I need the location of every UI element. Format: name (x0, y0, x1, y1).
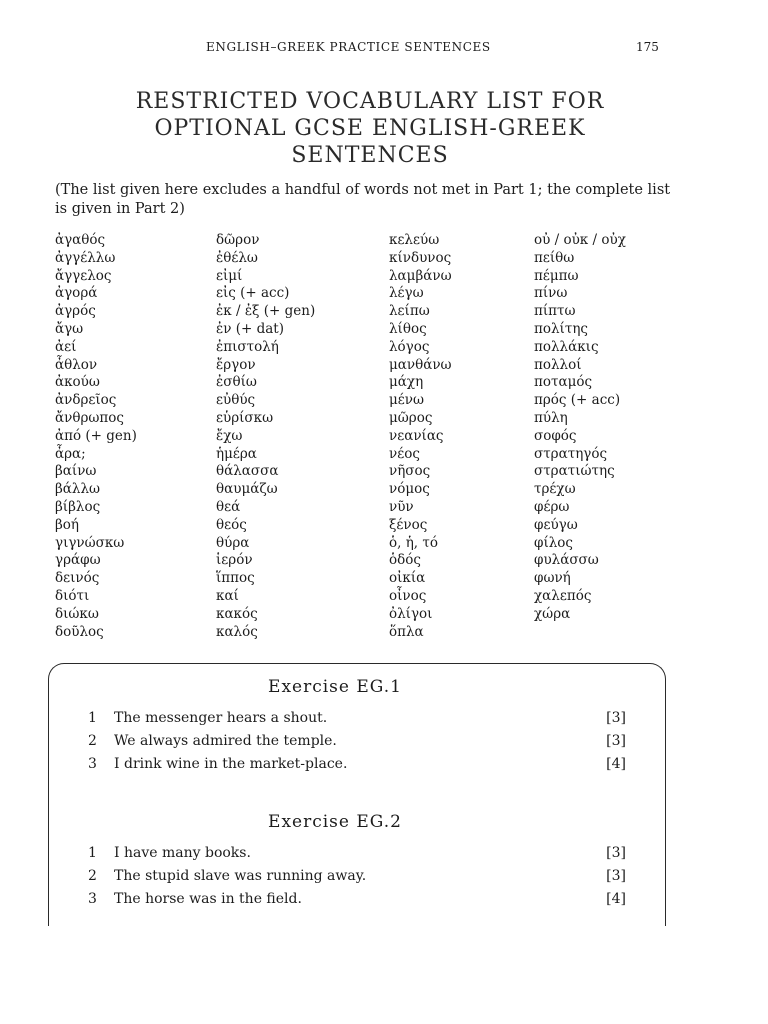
vocab-word: κίνδυνος (389, 249, 452, 266)
vocab-word: φυλάσσω (534, 552, 599, 569)
vocab-word: καί (216, 587, 239, 604)
vocab-word: ἄγγελος (55, 267, 112, 284)
exercise-item (82, 889, 626, 909)
item-number: 2 (88, 868, 97, 884)
vocab-word: ἆρα; (55, 445, 86, 462)
vocab-word: κελεύω (389, 232, 440, 248)
item-number: 1 (88, 845, 97, 861)
vocab-word: νῦν (389, 498, 414, 515)
vocab-word: βαίνω (55, 463, 97, 480)
vocab-word: δεινός (55, 570, 100, 587)
vocab-word: νόμος (389, 481, 430, 498)
vocab-word: νεανίας (389, 427, 444, 444)
vocab-word: διώκω (55, 605, 99, 622)
vocab-word: ἀγαθός (55, 232, 106, 248)
vocab-word: σοφός (534, 427, 577, 444)
vocab-word: γιγνώσκω (55, 534, 125, 551)
exercise-heading: Exercise EG.1 (268, 677, 402, 697)
vocab-word: οἰκία (389, 570, 426, 587)
vocab-word: φέρω (534, 498, 570, 515)
vocab-word: φίλος (534, 534, 573, 551)
item-sentence: The horse was in the field. (114, 891, 302, 907)
vocab-word: μῶρος (389, 409, 433, 426)
item-number: 2 (88, 733, 97, 749)
item-sentence: We always admired the temple. (114, 733, 337, 749)
vocab-word: διότι (55, 587, 90, 604)
vocab-word: πίνω (534, 285, 568, 302)
item-marks: [3] (606, 868, 626, 884)
vocab-word: θαυμάζω (216, 481, 278, 498)
vocab-word: ἆθλον (55, 356, 98, 373)
vocab-word: καλός (216, 623, 258, 640)
vocab-word: βοή (55, 516, 80, 533)
vocab-word: ἀνδρεῖος (55, 392, 117, 409)
vocab-word: θεός (216, 516, 247, 533)
vocab-word: ἐσθίω (216, 374, 257, 391)
running-head: ENGLISH–GREEK PRACTICE SENTENCES (206, 40, 491, 54)
item-sentence: I drink wine in the market-place. (114, 756, 348, 772)
vocab-word: ἔχω (216, 427, 243, 444)
vocab-word: πίπτω (534, 303, 576, 320)
item-sentence: I have many books. (114, 845, 251, 861)
exercise-item (82, 843, 626, 863)
vocab-word: χώρα (534, 605, 571, 622)
vocab-word: δῶρον (216, 232, 260, 248)
vocab-word: πρός (+ acc) (534, 392, 621, 409)
exercise-item (82, 754, 626, 774)
vocab-word: ὁ, ἡ, τό (389, 534, 438, 551)
vocab-word: τρέχω (534, 481, 576, 498)
vocab-word: λόγος (389, 338, 430, 355)
vocab-word: ὅπλα (389, 623, 424, 640)
vocab-word: στρατηγός (534, 445, 608, 462)
vocab-word: εὐθύς (216, 392, 256, 409)
item-sentence: The messenger hears a shout. (114, 710, 328, 726)
vocab-word: ἱερόν (216, 552, 253, 569)
vocab-word: λείπω (389, 303, 430, 320)
vocab-word: οὐ / οὐκ / οὐχ (534, 232, 626, 248)
item-marks: [3] (606, 733, 626, 749)
vocab-word: φεύγω (534, 516, 578, 533)
vocab-word: πολλοί (534, 356, 582, 373)
exercise-item (82, 731, 626, 751)
title-line-3: SENTENCES (291, 143, 449, 168)
vocab-column-4 (534, 232, 626, 624)
vocab-word: ἀγορά (55, 285, 98, 302)
vocab-word: ἵππος (216, 570, 255, 587)
vocab-word: ἐπιστολή (216, 338, 279, 355)
vocab-word: ἀγρός (55, 303, 96, 320)
vocab-word: πείθω (534, 249, 575, 266)
vocab-word: βίβλος (55, 498, 101, 515)
item-number: 3 (88, 891, 97, 907)
vocab-word: πύλη (534, 409, 568, 426)
vocab-word: ξένος (389, 516, 428, 533)
vocab-word: κακός (216, 605, 258, 622)
vocab-word: θάλασσα (216, 463, 279, 480)
vocab-word: ἀεί (55, 338, 77, 355)
vocab-word: ἄνθρωπος (55, 409, 124, 426)
exercise-item (82, 708, 626, 728)
item-marks: [4] (606, 891, 626, 907)
vocab-word: νέος (389, 445, 420, 462)
vocab-word: ἔργον (216, 356, 256, 373)
vocab-column-1 (55, 232, 137, 641)
vocab-word: νῆσος (389, 463, 431, 480)
vocab-word: ἀγγέλλω (55, 249, 116, 266)
item-marks: [3] (606, 845, 626, 861)
vocab-word: δοῦλος (55, 623, 104, 640)
exercise-heading: Exercise EG.2 (268, 812, 402, 832)
page-number: 175 (636, 40, 659, 54)
vocab-word: ὁδός (389, 552, 421, 569)
vocab-word: μένω (389, 392, 424, 409)
exercise-item (82, 866, 626, 886)
page-title (90, 88, 650, 169)
vocab-word: φωνή (534, 570, 571, 587)
vocab-word: ἐκ / ἐξ (+ gen) (216, 303, 316, 320)
item-number: 1 (88, 710, 97, 726)
vocab-word: ἡμέρα (216, 445, 257, 462)
vocab-column-3 (389, 232, 452, 641)
intro-note: (The list given here excludes a handful of words not met in Part 1; the complete list is given in Part 2) (55, 182, 671, 217)
vocab-word: θύρα (216, 534, 250, 551)
vocab-word: πολίτης (534, 320, 588, 337)
item-marks: [4] (606, 756, 626, 772)
vocab-word: πολλάκις (534, 338, 599, 355)
vocab-word: εὑρίσκω (216, 409, 274, 426)
vocab-word: ἐθέλω (216, 249, 258, 266)
vocabulary-list (55, 232, 675, 642)
exercise-box (48, 663, 666, 926)
vocab-word: ποταμός (534, 374, 593, 391)
vocab-word: χαλεπός (534, 587, 592, 604)
vocab-word: μανθάνω (389, 356, 452, 373)
vocab-word: πέμπω (534, 267, 579, 284)
item-marks: [3] (606, 710, 626, 726)
item-number: 3 (88, 756, 97, 772)
title-line-1: RESTRICTED VOCABULARY LIST FOR (135, 89, 605, 114)
vocab-word: εἰς (+ acc) (216, 285, 290, 302)
vocab-word: ἀπό (+ gen) (55, 427, 137, 444)
vocab-column-2 (216, 232, 315, 641)
vocab-word: γράφω (55, 552, 101, 569)
vocab-word: ἀκούω (55, 374, 100, 391)
vocab-word: στρατιώτης (534, 463, 615, 480)
vocab-word: λαμβάνω (389, 267, 452, 284)
vocab-word: βάλλω (55, 481, 101, 498)
vocab-word: θεά (216, 498, 241, 515)
vocab-word: ἐν (+ dat) (216, 320, 284, 337)
vocab-word: ἄγω (55, 320, 84, 337)
vocab-word: εἰμί (216, 267, 243, 284)
vocab-word: οἶνος (389, 587, 427, 604)
vocab-word: λέγω (389, 285, 424, 302)
vocab-word: λίθος (389, 320, 427, 337)
title-line-2: OPTIONAL GCSE ENGLISH-GREEK (154, 116, 586, 141)
item-sentence: The stupid slave was running away. (114, 868, 367, 884)
vocab-word: μάχη (389, 374, 424, 391)
vocab-word: ὀλίγοι (389, 605, 433, 622)
